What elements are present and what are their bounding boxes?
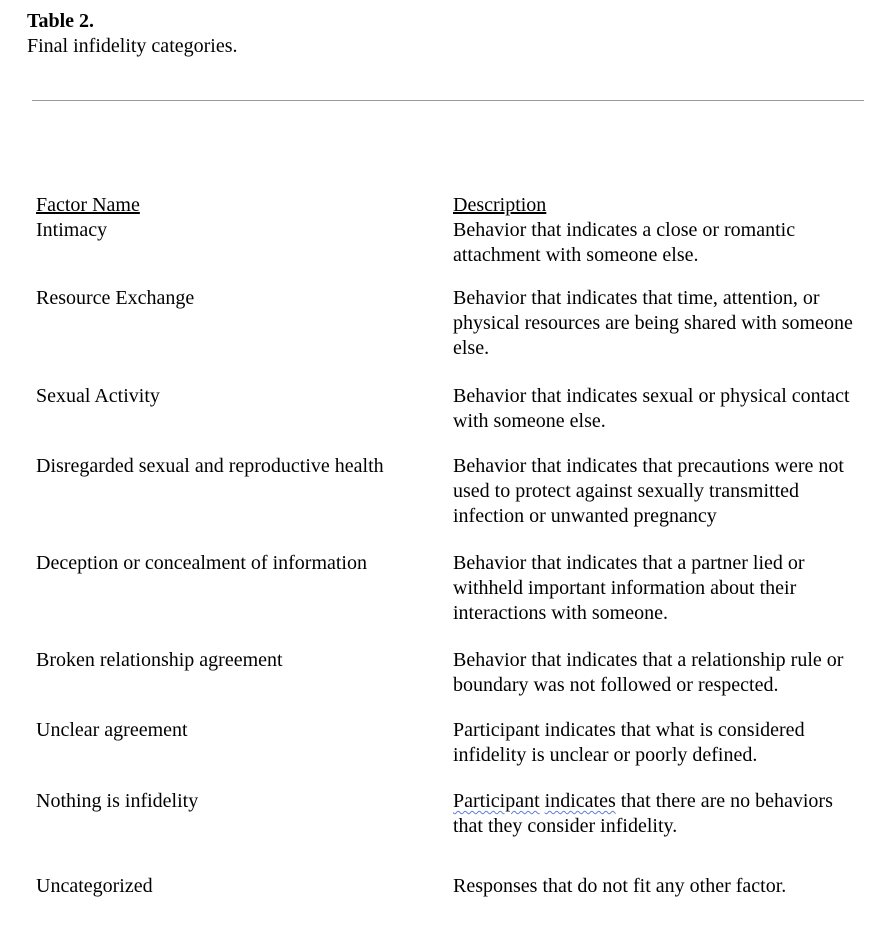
factor-name: Intimacy [36,219,108,241]
infidelity-categories-table [36,193,866,899]
factor-description: Behavior that indicates that a partner lied or withheld important information about their interactions with someone. [453,552,805,624]
spellcheck-word: Participant [453,790,540,812]
table-row [36,286,866,361]
factor-name: Disregarded sexual and reproductive health [36,455,384,477]
table-row [36,648,866,698]
header-factor-name: Factor Name [36,194,140,216]
table-row [36,789,866,839]
table-row [36,874,866,899]
factor-description: Behavior that indicates sexual or physical contact with someone else. [453,385,850,432]
horizontal-rule [32,100,864,101]
factor-name: Broken relationship agreement [36,649,283,671]
factor-description: Responses that do not fit any other factor. [453,875,787,897]
factor-name: Nothing is infidelity [36,790,199,812]
table-row [36,454,866,529]
table-row [36,218,866,268]
factor-description: Behavior that indicates that precautions were not used to protect against sexually transmitted infection or unwanted pregnancy [453,455,844,527]
factor-description: Behavior that indicates that a relationship rule or boundary was not followed or respected. [453,649,844,696]
spellcheck-word: indicates [544,790,616,812]
factor-description [453,789,863,839]
table-number: Table 2. [27,10,95,32]
table-row [36,384,866,434]
factor-name: Uncategorized [36,875,153,897]
factor-name: Sexual Activity [36,385,160,407]
table-caption [27,9,238,59]
factor-name: Unclear agreement [36,719,188,741]
factor-name: Resource Exchange [36,287,195,309]
table-row [36,718,866,768]
factor-description: Behavior that indicates a close or romantic attachment with someone else. [453,219,796,266]
table-row [36,551,866,626]
header-description: Description [453,194,547,216]
table-header-row [36,193,866,218]
factor-name: Deception or concealment of information [36,552,367,574]
table-subtitle: Final infidelity categories. [27,35,238,57]
factor-description: Behavior that indicates that time, attention, or physical resources are being shared with someone else. [453,287,853,359]
factor-description: Participant indicates that what is considered infidelity is unclear or poorly defined. [453,719,805,766]
description-text: that there are no behaviors that they consider infidelity. [453,790,833,837]
